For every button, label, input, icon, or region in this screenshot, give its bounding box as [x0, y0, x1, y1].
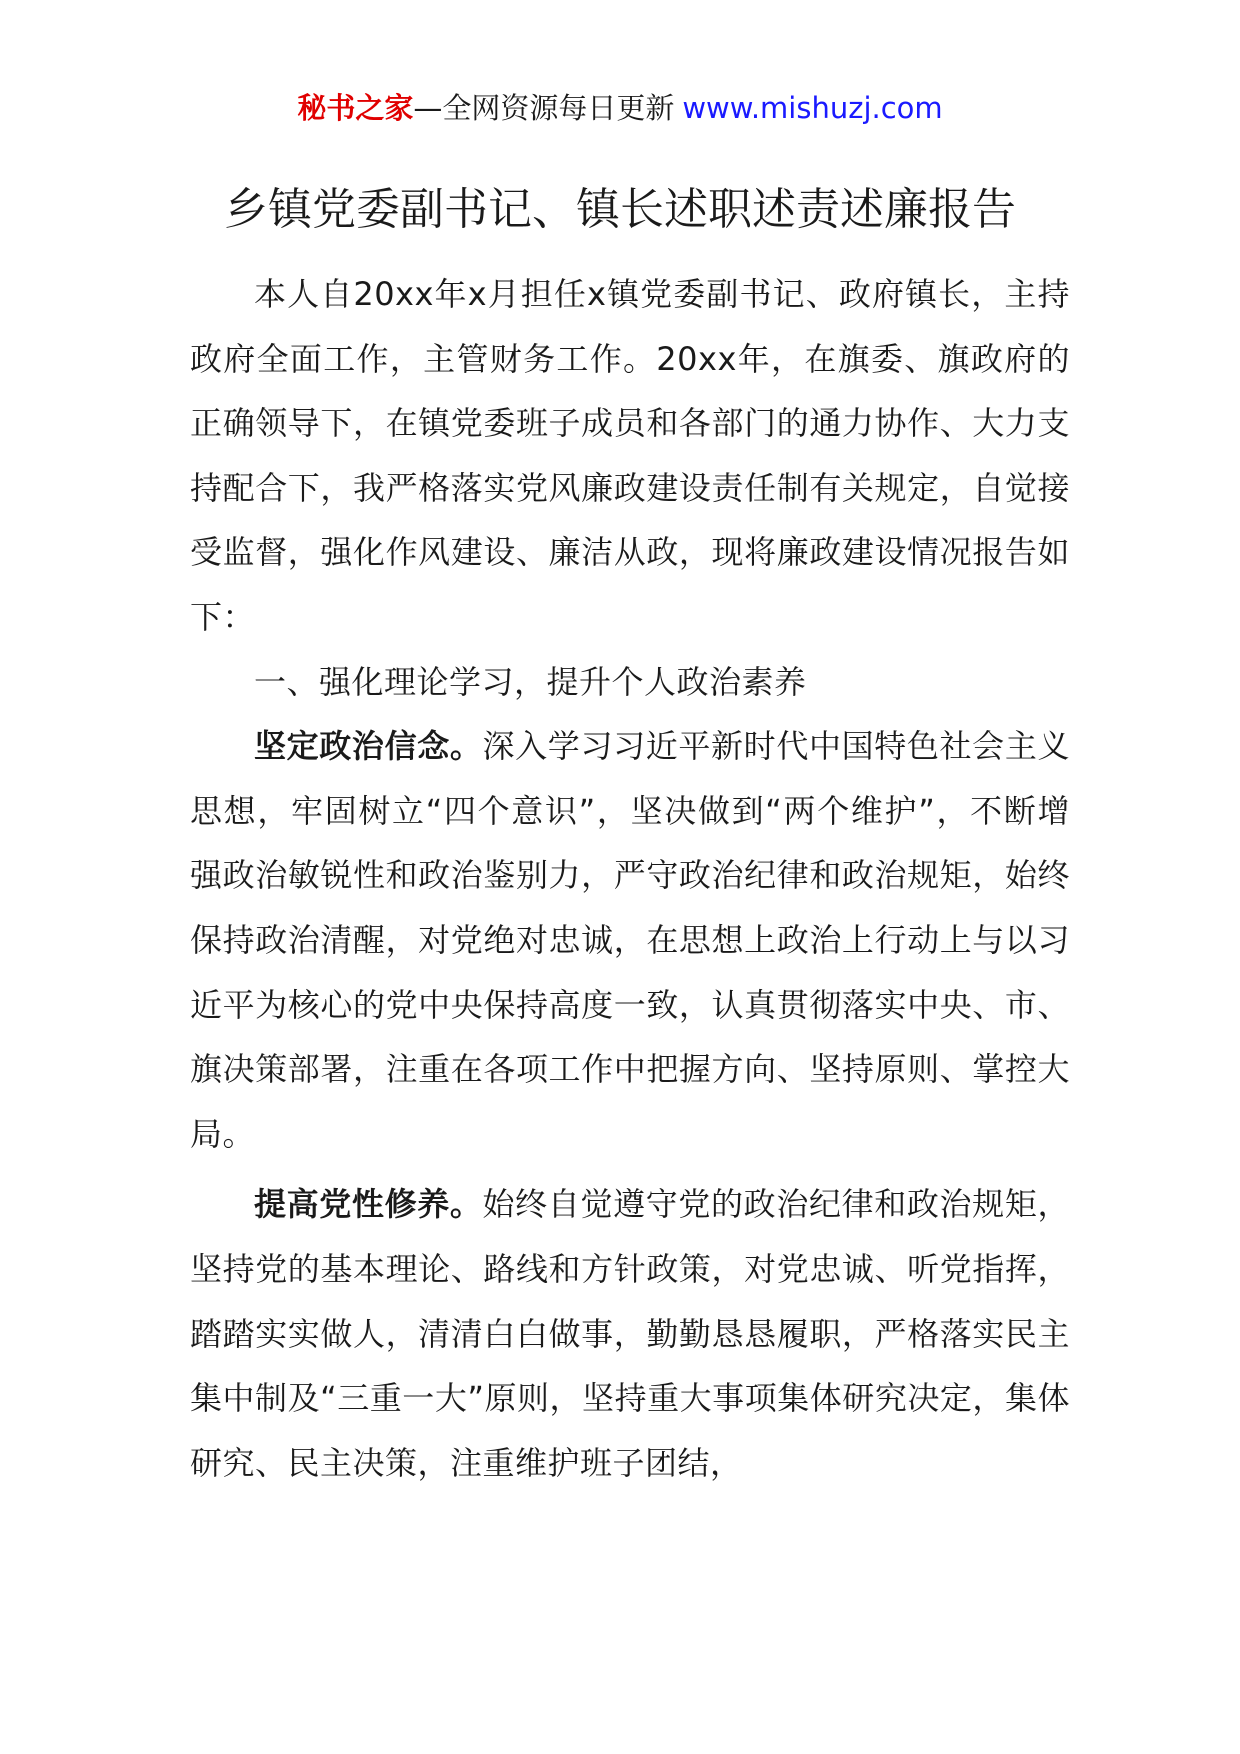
paragraph-party-spirit	[190, 1172, 1070, 1495]
paragraph-text: 始终自觉遵守党的政治纪律和政治规矩，坚持党的基本理论、路线和方针政策，对党忠诚、听党指挥，踏踏实实做人，清清白白做事，勤勤恳恳履职，严格落实民主集中制及“三重一大”原则，坚持重大事项集体研究决定，集体研究、民主决策，注重维护班子团结，	[190, 1185, 1070, 1482]
site-url-link[interactable]: www.mishuzj.com	[682, 91, 943, 125]
site-brand: 秘书之家	[297, 91, 414, 125]
paragraph-lead: 提高党性修养。	[254, 1185, 483, 1224]
section-heading: 一、强化理论学习，提升个人政治素养	[254, 662, 807, 701]
paragraph-text: 深入学习习近平新时代中国特色社会主义思想，牢固树立“四个意识”，坚决做到“两个维护”，不断增强政治敏锐性和政治鉴别力，严守政治纪律和政治规矩，始终保持政治清醒，对党绝对忠诚，在思想上政治上行动上与以习近平为核心的党中央保持高度一致，认真贯彻落实中央、市、旗决策部署，注重在各项工作中把握方向、坚持原则、掌控大局。	[190, 727, 1070, 1153]
paragraph-political-belief	[190, 714, 1070, 1166]
intro-paragraph: 本人自20xx年x月担任x镇党委副书记、政府镇长，主持政府全面工作，主管财务工作。20xx年，在旗委、旗政府的正确领导下，在镇党委班子成员和各部门的通力协作、大力支持配合下，我严格落实党风廉政建设责任制有关规定，自觉接受监督，强化作风建设、廉洁从政，现将廉政建设情况报告如下：	[190, 275, 1070, 636]
site-tagline: —全网资源每日更新	[413, 91, 675, 125]
document-title: 乡镇党委副书记、镇长述职述责述廉报告	[224, 184, 1016, 235]
paragraph-lead: 坚定政治信念。	[254, 727, 483, 766]
document-body	[190, 262, 1070, 1495]
site-header	[0, 88, 1240, 128]
